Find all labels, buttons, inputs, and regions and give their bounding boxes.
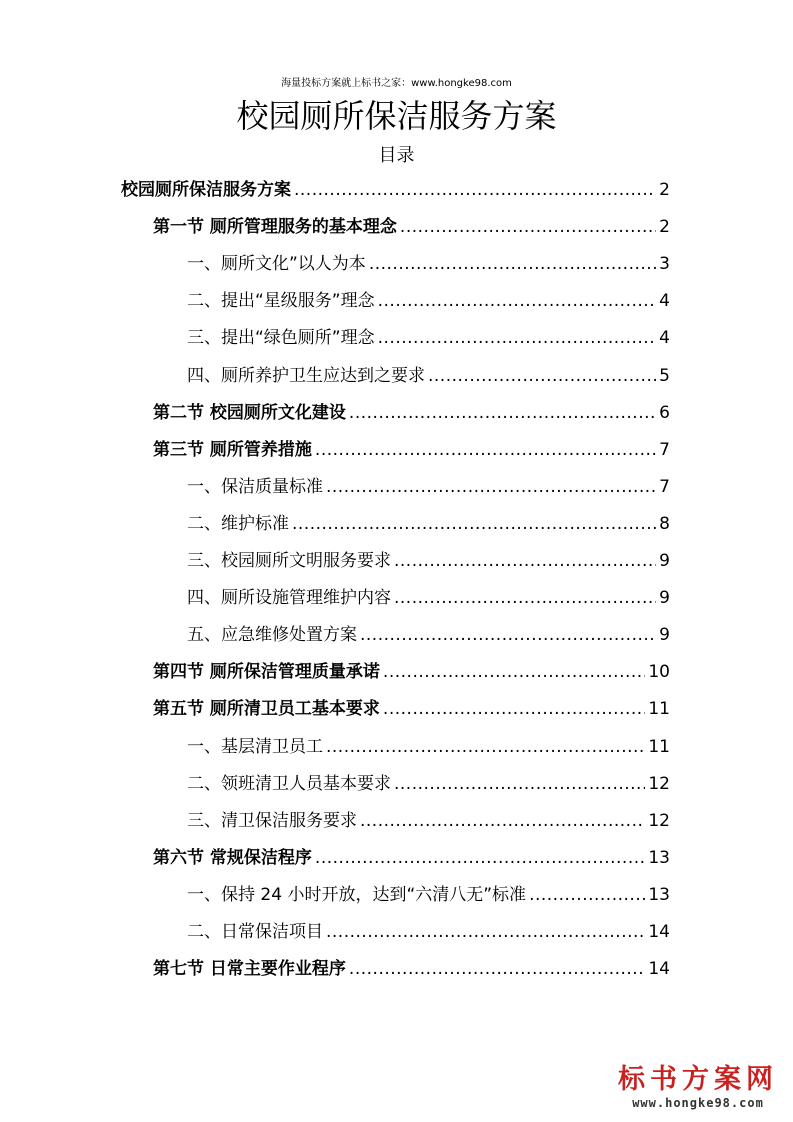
toc-entry-page: 6 — [659, 402, 670, 423]
toc-dot-leader — [326, 918, 645, 946]
toc-dot-leader — [529, 881, 645, 909]
toc-entry[interactable] — [187, 250, 670, 278]
watermark-url: www.hongke98.com — [632, 1096, 764, 1110]
toc-dot-leader — [378, 287, 657, 315]
toc-entry[interactable] — [187, 770, 670, 798]
toc-entry[interactable] — [153, 436, 670, 464]
toc-entry-label: 校园厕所保洁服务方案 — [121, 180, 291, 200]
toc-entry[interactable] — [121, 176, 670, 204]
toc-dot-leader — [292, 510, 656, 538]
watermark-logo — [613, 1064, 783, 1110]
toc-entry-page: 4 — [659, 328, 670, 349]
toc-dot-leader — [360, 807, 645, 835]
toc-entry[interactable] — [187, 547, 670, 575]
toc-entry[interactable] — [187, 584, 670, 612]
toc-entry-label: 三、提出“绿色厕所”理念 — [187, 328, 375, 349]
watermark-text: 标书方案网 — [618, 1064, 778, 1095]
toc-entry-page: 11 — [648, 699, 670, 720]
toc-entry-label: 三、校园厕所文明服务要求 — [187, 551, 391, 571]
toc-entry-page: 9 — [659, 625, 670, 646]
header-note: 海量投标方案就上标书之家：www.hongke98.com — [281, 78, 512, 89]
toc-entry[interactable] — [187, 807, 670, 835]
toc-title: 目录 — [378, 145, 415, 166]
toc-entry[interactable] — [153, 955, 670, 983]
toc-entry[interactable] — [187, 362, 670, 390]
toc-entry[interactable] — [153, 695, 670, 723]
toc-entry-label: 四、厕所养护卫生应达到之要求 — [187, 365, 425, 386]
toc-entry[interactable] — [153, 213, 670, 241]
toc-entry-label: 第三节 厕所管养措施 — [153, 439, 312, 460]
toc-entry-page: 13 — [648, 847, 670, 868]
toc-dot-leader — [394, 584, 656, 612]
toc-dot-leader — [400, 213, 656, 241]
toc-entry-page: 13 — [648, 884, 670, 905]
toc-dot-leader — [315, 436, 656, 464]
toc-dot-leader — [294, 176, 656, 204]
toc-entry-label: 第五节 厕所清卫员工基本要求 — [153, 699, 380, 720]
toc-dot-leader — [383, 658, 645, 686]
document-title: 校园厕所保洁服务方案 — [236, 97, 557, 135]
toc-entry-page: 12 — [648, 810, 670, 831]
toc-entry-page: 9 — [659, 551, 670, 571]
toc-entry-page: 5 — [659, 365, 670, 386]
toc-entry-page: 14 — [648, 959, 670, 980]
toc-entry[interactable] — [187, 510, 670, 538]
toc-entry[interactable] — [153, 844, 670, 872]
toc-entry-page: 14 — [648, 922, 670, 942]
toc-entry[interactable] — [187, 918, 670, 946]
toc-dot-leader — [349, 955, 645, 983]
toc-entry-page: 2 — [659, 180, 670, 200]
toc-entry[interactable] — [187, 287, 670, 315]
toc-entry[interactable] — [187, 733, 670, 761]
toc-entry[interactable] — [153, 658, 670, 686]
toc-entry-page: 8 — [659, 513, 670, 534]
toc-entry-label: 三、清卫保洁服务要求 — [187, 810, 357, 831]
toc-entry-label: 二、日常保洁项目 — [187, 922, 323, 942]
toc-entry-label: 第二节 校园厕所文化建设 — [153, 402, 346, 423]
toc-dot-leader — [369, 250, 656, 278]
toc-entry[interactable] — [153, 399, 670, 427]
toc-entry-label: 一、保持 24 小时开放，达到“六清八无”标准 — [187, 884, 527, 905]
toc-entry-label: 二、领班清卫人员基本要求 — [187, 773, 391, 794]
toc-entry-label: 第六节 常规保洁程序 — [153, 847, 312, 868]
toc-entry-page: 7 — [659, 476, 670, 497]
toc-entry-label: 五、应急维修处置方案 — [187, 625, 357, 646]
toc-entry[interactable] — [187, 473, 670, 501]
toc-entry-label: 四、厕所设施管理维护内容 — [187, 588, 391, 609]
toc-entry-page: 11 — [648, 736, 670, 757]
toc-entry[interactable] — [187, 324, 670, 352]
toc-entry-label: 一、基层清卫员工 — [187, 736, 323, 757]
toc-entry-label: 二、维护标准 — [187, 513, 289, 534]
toc-dot-leader — [315, 844, 645, 872]
toc-entry-page: 12 — [648, 773, 670, 794]
toc-entry[interactable] — [187, 621, 670, 649]
toc-entry-page: 10 — [648, 662, 670, 683]
toc-entry-page: 9 — [659, 588, 670, 609]
toc-entry-label: 一、保洁质量标准 — [187, 476, 323, 497]
toc-dot-leader — [428, 362, 656, 390]
toc-entry-page: 7 — [659, 439, 670, 460]
toc-entry-page: 4 — [659, 291, 670, 312]
toc-dot-leader — [378, 324, 657, 352]
toc-dot-leader — [360, 621, 656, 649]
toc-dot-leader — [394, 770, 645, 798]
toc-entry-label: 第七节 日常主要作业程序 — [153, 959, 346, 980]
toc-entry-label: 第四节 厕所保洁管理质量承诺 — [153, 662, 380, 683]
toc-entry-label: 第一节 厕所管理服务的基本理念 — [153, 217, 397, 238]
toc-dot-leader — [394, 547, 656, 575]
toc-dot-leader — [383, 695, 645, 723]
toc-entry-page: 3 — [659, 254, 670, 275]
toc-entry[interactable] — [187, 881, 670, 909]
toc-dot-leader — [349, 399, 656, 427]
toc-entry-label: 二、提出“星级服务”理念 — [187, 291, 375, 312]
toc-entry-label: 一、厕所文化”以人为本 — [187, 254, 366, 275]
toc-dot-leader — [326, 733, 645, 761]
toc-dot-leader — [326, 473, 656, 501]
toc-entry-page: 2 — [659, 217, 670, 238]
